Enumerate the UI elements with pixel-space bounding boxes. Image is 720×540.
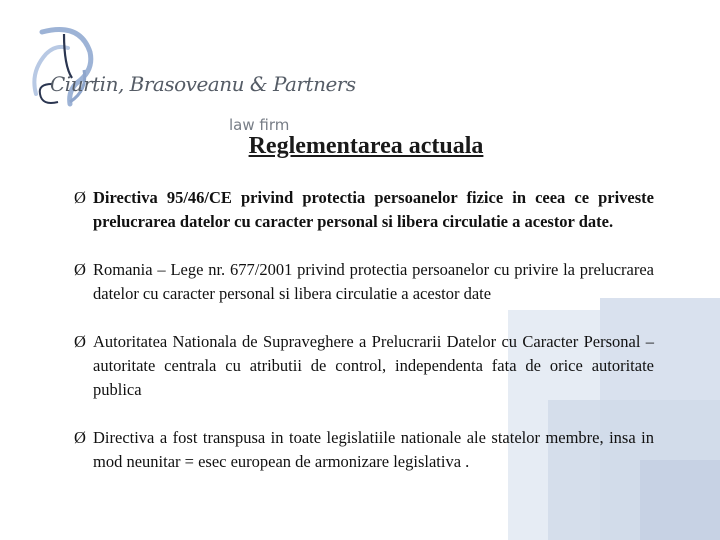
- arrow-bullet-icon: Ø: [74, 260, 86, 279]
- list-item: [74, 426, 654, 474]
- list-item: [74, 186, 654, 234]
- list-item-text: Directiva 95/46/CE privind protectia persoanelor fizice in ceea ce priveste prelucrarea datelor cu caracter personal si libera circulatie a acestor date.: [93, 188, 654, 231]
- list-item-text: Romania – Lege nr. 677/2001 privind protectia persoanelor cu privire la prelucrarea datelor cu caracter personal si libera circulatie a acestor date: [93, 260, 654, 303]
- firm-name: Ciurtin, Brasoveanu & Partners: [50, 72, 356, 96]
- list-item-text: Directiva a fost transpusa in toate legislatiile nationale ale statelor membre, insa in mod neunitar = esec european de armonizare legislativa .: [93, 428, 654, 471]
- arrow-bullet-icon: Ø: [74, 428, 86, 447]
- arrow-bullet-icon: Ø: [74, 188, 86, 207]
- firm-logo: [28, 24, 356, 136]
- bullet-list: [74, 186, 654, 498]
- list-item: [74, 258, 654, 306]
- firm-subtitle: law firm: [229, 116, 290, 134]
- logo-emblem-icon: [28, 24, 148, 114]
- list-item: [74, 330, 654, 402]
- list-item-text: Autoritatea Nationala de Supraveghere a Prelucrarii Datelor cu Caracter Personal – autoritate centrala cu atributii de control, independenta fata de orice autoritate publica: [93, 332, 654, 399]
- arrow-bullet-icon: Ø: [74, 332, 86, 351]
- page-title: Reglementarea actuala: [248, 133, 484, 159]
